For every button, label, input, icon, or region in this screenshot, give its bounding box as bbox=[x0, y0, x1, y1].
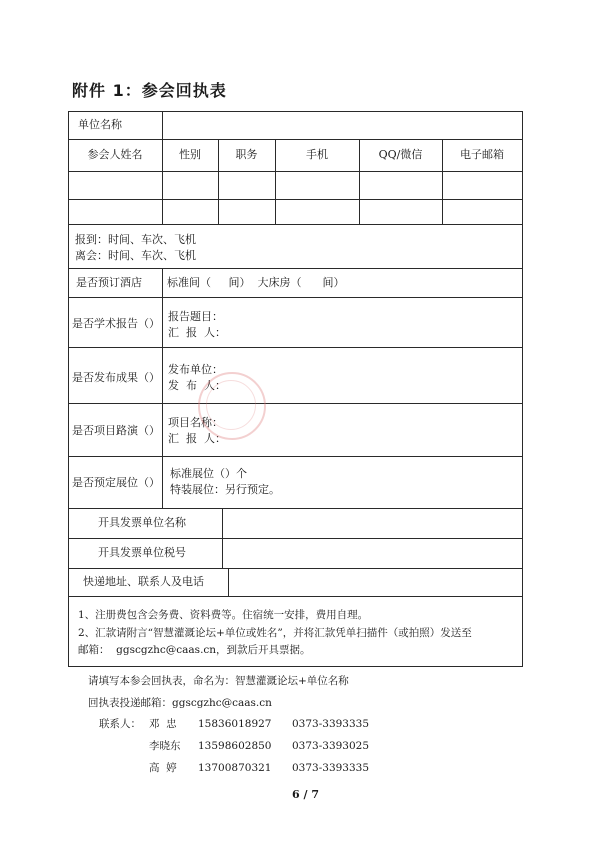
contact-phone: 0373-3393025 bbox=[292, 740, 370, 752]
contact-phone: 0373-3393335 bbox=[292, 718, 370, 730]
invoice-name-label: 开具发票单位名称 bbox=[98, 516, 186, 529]
roadshow-project-label: 项目名称： bbox=[168, 416, 223, 429]
header-position: 职务 bbox=[235, 148, 258, 161]
header-gender: 性别 bbox=[179, 148, 201, 161]
seal-stamp-inner bbox=[206, 380, 256, 430]
arrival-info: 报到：时间、车次、飞机 bbox=[75, 233, 196, 246]
roadshow-label: 是否项目路演（） bbox=[72, 424, 160, 437]
contact-name: 高 婷 bbox=[149, 762, 177, 774]
header-mobile: 手机 bbox=[306, 148, 328, 161]
contact-mobile: 13700870321 bbox=[198, 762, 272, 774]
contact-name: 邓 忠 bbox=[149, 718, 177, 730]
contact-mobile: 13598602850 bbox=[198, 740, 272, 752]
booth-label: 是否预定展位（） bbox=[72, 476, 160, 489]
hotel-value: 标准间（ 间） 大床房（ 间） bbox=[167, 276, 345, 289]
header-qq-wechat: QQ/微信 bbox=[378, 148, 423, 161]
header-attendee-name: 参会人姓名 bbox=[87, 148, 143, 161]
contact-mobile: 15836018927 bbox=[198, 718, 272, 730]
contact-phone: 0373-3393335 bbox=[292, 762, 370, 774]
report-title-label: 报告题目： bbox=[168, 310, 223, 323]
note-3: 邮箱： ggscgzhc@caas.cn，到款后开具票据。 bbox=[78, 644, 311, 656]
express-label: 快递地址、联系人及电话 bbox=[83, 575, 204, 588]
roadshow-presenter-label: 汇 报 人： bbox=[168, 432, 226, 445]
departure-info: 离会：时间、车次、飞机 bbox=[75, 249, 196, 262]
booth-special: 特装展位：另行预定。 bbox=[170, 483, 280, 496]
invoice-tax-label: 开具发票单位税号 bbox=[98, 546, 186, 559]
contact-name: 李晓东 bbox=[149, 740, 181, 752]
note-1: 1、注册费包含会务费、资料费等。住宿统一安排，费用自理。 bbox=[78, 609, 369, 621]
report-label: 是否学术报告（） bbox=[72, 317, 160, 330]
booth-standard: 标准展位（）个 bbox=[170, 467, 247, 480]
unit-name-label: 单位名称 bbox=[78, 118, 122, 131]
page-title: 附件 1：参会回执表 bbox=[72, 81, 227, 100]
note-2: 2、汇款请附言“智慧灌溉论坛+单位或姓名”，并将汇款凭单扫描件（或拍照）发送至 bbox=[78, 627, 472, 639]
release-unit-label: 发布单位： bbox=[168, 363, 223, 376]
instruction-text: 请填写本参会回执表，命名为：智慧灌溉论坛+单位名称 bbox=[88, 675, 349, 687]
page-number: 6 / 7 bbox=[292, 788, 319, 801]
header-email: 电子邮箱 bbox=[460, 148, 504, 161]
submit-email: 回执表投递邮箱：ggscgzhc@caas.cn bbox=[88, 697, 272, 709]
release-label: 是否发布成果（） bbox=[72, 371, 160, 384]
report-presenter-label: 汇 报 人： bbox=[168, 326, 226, 339]
hotel-label: 是否预订酒店 bbox=[76, 276, 142, 289]
release-person-label: 发 布 人： bbox=[168, 379, 226, 392]
contacts-label: 联系人： bbox=[99, 718, 141, 730]
